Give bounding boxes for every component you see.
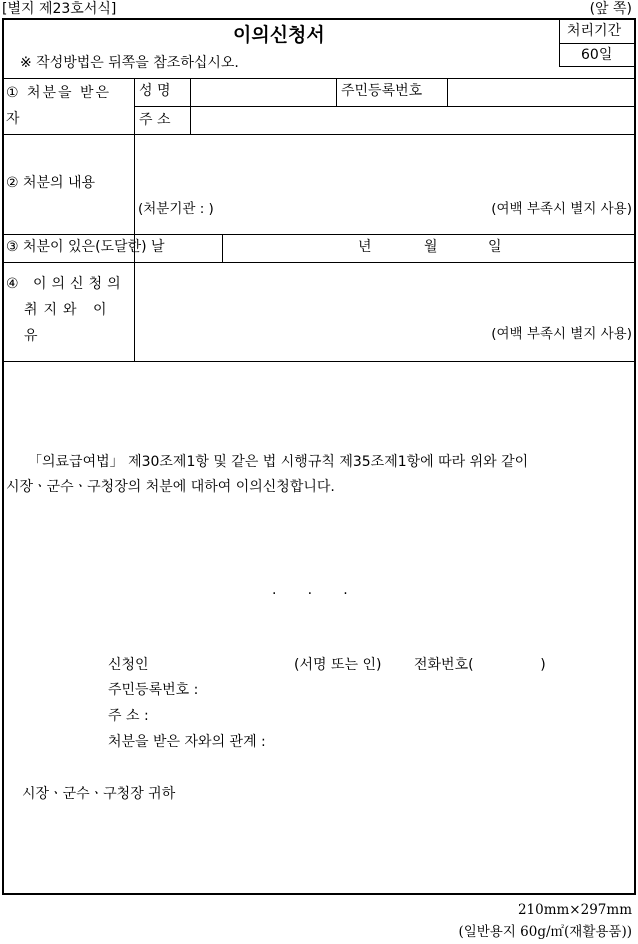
objection-reason-label-line3: 유 bbox=[24, 328, 38, 344]
signature-label: (서명 또는 인) bbox=[294, 657, 382, 673]
statement-line2: 시장ㆍ군수ㆍ구청장의 처분에 대하여 이의신청합니다. bbox=[6, 479, 335, 495]
row4-top-rule bbox=[3, 262, 635, 263]
application-date: . . . bbox=[272, 582, 348, 598]
objection-extra-note: (여백 부족시 별지 사용) bbox=[491, 326, 632, 342]
row1-rrn-rule-right bbox=[447, 78, 448, 106]
rrn-field[interactable] bbox=[449, 80, 633, 104]
form-border-left bbox=[2, 18, 4, 895]
row3-top-rule bbox=[3, 234, 635, 235]
paper-spec: (일반용지 60g/㎡(재활용품)) bbox=[458, 924, 632, 940]
address-field[interactable] bbox=[192, 108, 633, 132]
date-month-label: 월 bbox=[424, 239, 438, 255]
row4-bottom-rule bbox=[3, 361, 635, 362]
statement-line1: 「의료급여법」 제30조제1항 및 같은 법 시행규칙 제35조제1항에 따라 위와 같이 bbox=[28, 454, 529, 470]
processing-period-value: 60일 bbox=[581, 47, 613, 63]
relation-label: 처분을 받은 자와의 관계 : bbox=[108, 734, 266, 750]
instruction-note: ※ 작성방법은 뒤쪽을 참조하십시오. bbox=[20, 55, 239, 71]
name-field[interactable] bbox=[192, 80, 334, 104]
recipient-label: 시장ㆍ군수ㆍ구청장 귀하 bbox=[22, 786, 176, 802]
address-label: 주 소 bbox=[139, 112, 171, 128]
page-side-label: (앞 쪽) bbox=[589, 1, 632, 17]
disposition-extra-note: (여백 부족시 별지 사용) bbox=[491, 201, 632, 217]
row1-label-line1: ① 처분을 받은 bbox=[6, 85, 112, 101]
disposition-content-label: ② 처분의 내용 bbox=[6, 175, 96, 191]
row1-top-rule bbox=[3, 78, 635, 79]
row1-sublabel-rule bbox=[190, 78, 191, 134]
row1-mid-rule bbox=[135, 106, 635, 107]
date-year-label: 년 bbox=[358, 239, 372, 255]
applicant-rrn-label: 주민등록번호 : bbox=[108, 682, 199, 698]
disposition-agency: (처분기관 : ) bbox=[138, 201, 214, 217]
date-day-label: 일 bbox=[488, 239, 502, 255]
disposition-date-field[interactable] bbox=[224, 236, 633, 260]
applicant-label: 신청인 bbox=[108, 657, 149, 673]
row1-rrn-rule-left bbox=[336, 78, 337, 106]
name-label: 성 명 bbox=[139, 83, 171, 99]
form-border-bottom bbox=[2, 893, 636, 895]
label-column-rule bbox=[134, 78, 135, 362]
form-title: 이의신청서 bbox=[233, 24, 325, 46]
row1-label-line2: 자 bbox=[6, 111, 20, 127]
objection-reason-label-line2: 취지와 이 bbox=[24, 302, 113, 318]
processing-period-label: 처리기간 bbox=[567, 23, 622, 39]
paper-size: 210mm×297mm bbox=[517, 902, 632, 918]
form-border-top bbox=[2, 18, 636, 20]
disposition-date-label: ③ 처분이 있은(도달한) 날 bbox=[6, 239, 165, 255]
form-number: [별지 제23호서식] bbox=[2, 1, 117, 17]
row2-top-rule bbox=[3, 134, 635, 135]
objection-reason-field[interactable] bbox=[136, 264, 633, 322]
applicant-address-label: 주 소 : bbox=[108, 708, 149, 724]
disposition-content-field[interactable] bbox=[136, 136, 633, 196]
processing-period-divider bbox=[560, 43, 635, 44]
phone-label: 전화번호( ) bbox=[414, 657, 546, 673]
rrn-label: 주민등록번호 bbox=[341, 83, 423, 99]
form-border-right bbox=[634, 18, 636, 895]
row3-label-rule bbox=[222, 234, 223, 262]
processing-period-box bbox=[559, 19, 635, 67]
objection-reason-label-line1: ④ 이의신청의 bbox=[6, 276, 126, 292]
